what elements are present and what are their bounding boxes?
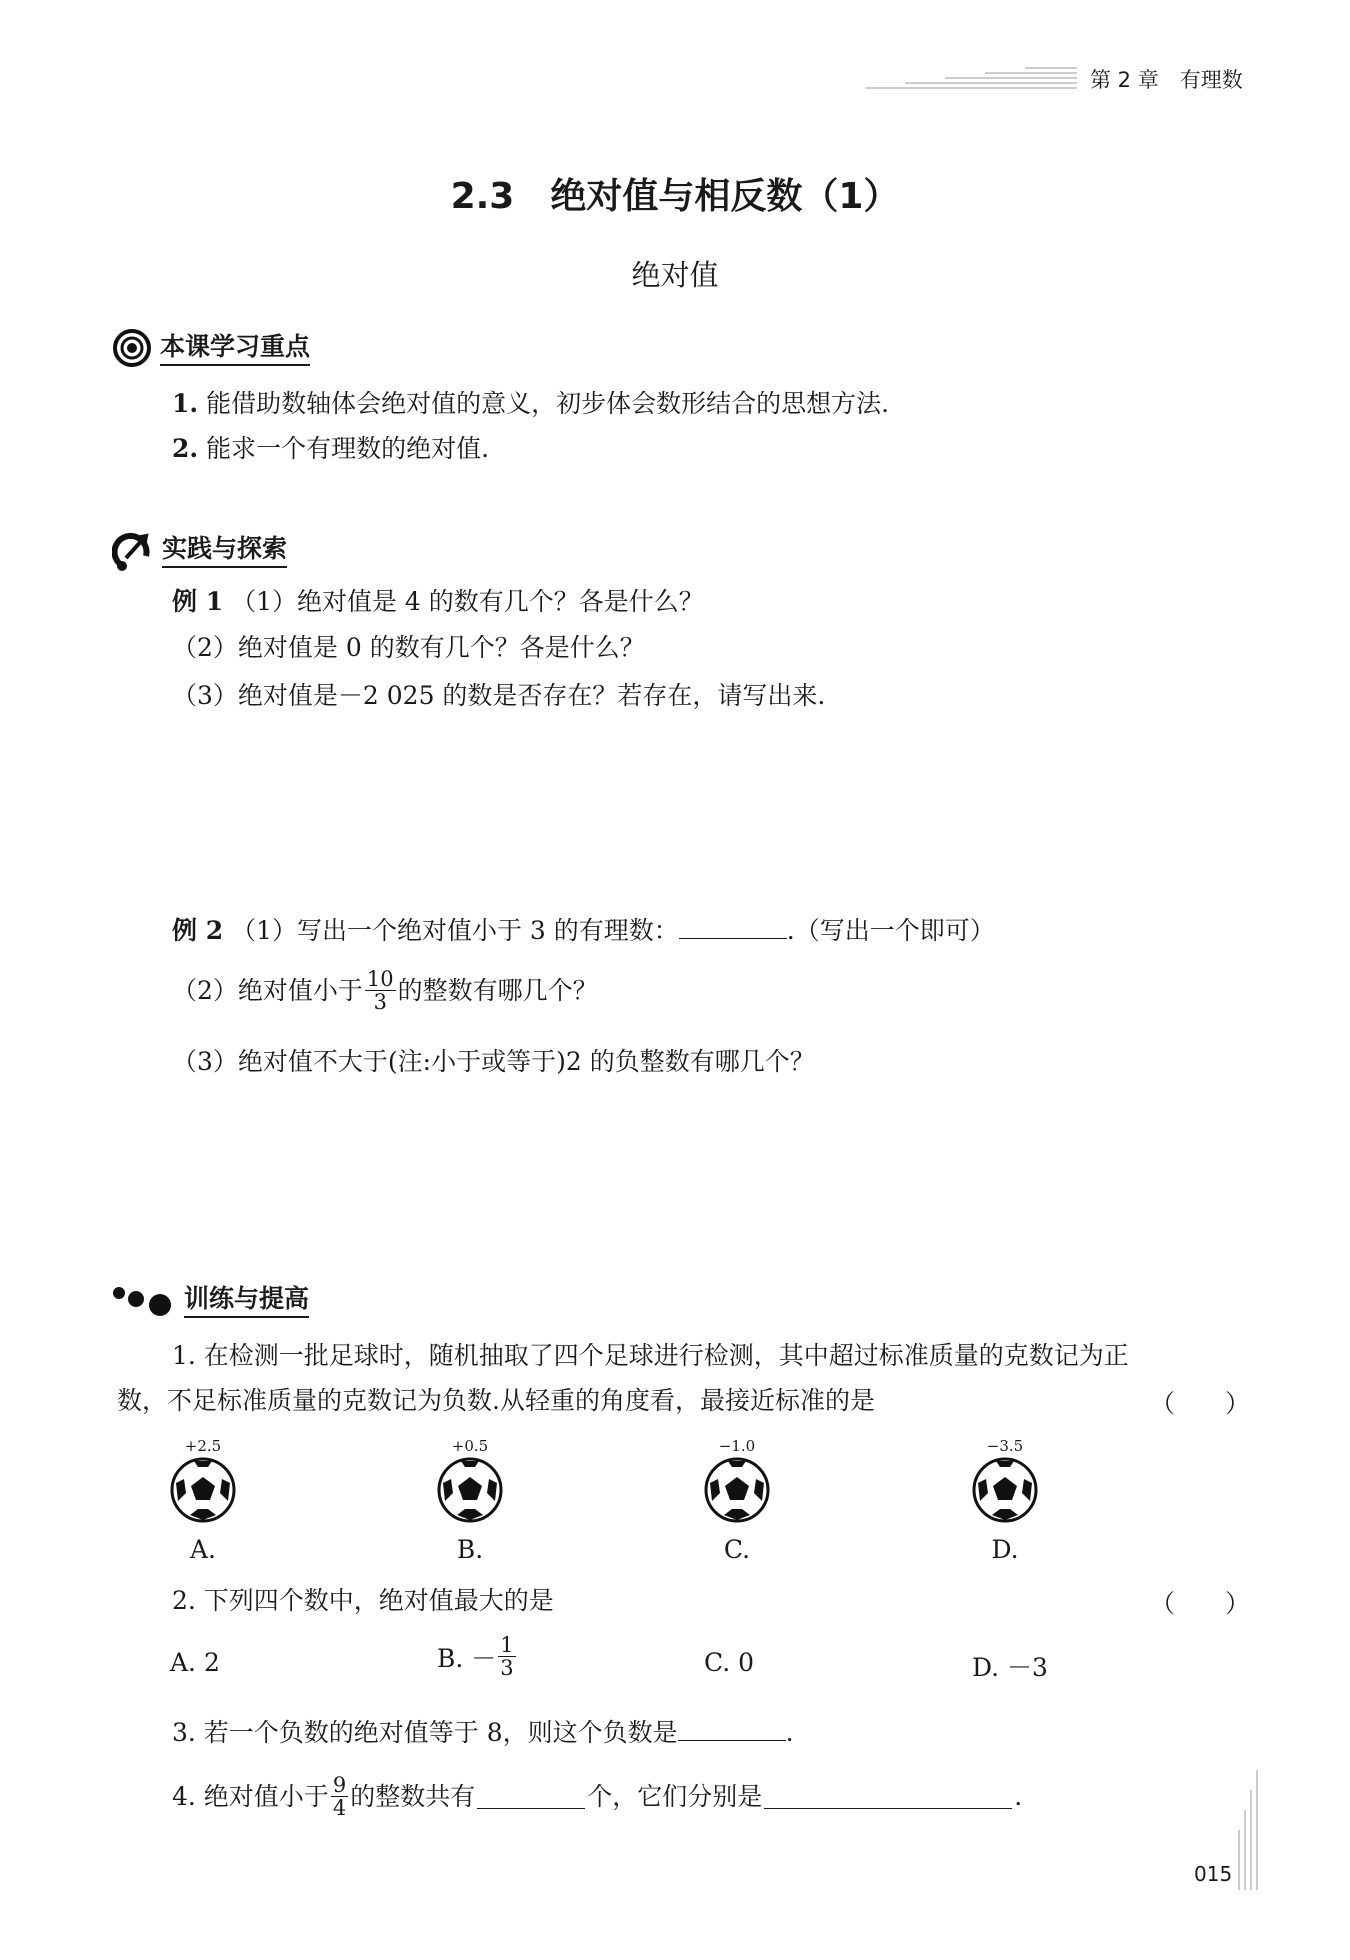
answer-blank-count[interactable] — [477, 1784, 585, 1809]
ball-value: +0.5 — [451, 1437, 489, 1455]
problem-1-line-2: 数，不足标准质量的克数记为负数.从轻重的角度看，最接近标准的是 — [117, 1386, 875, 1415]
soccer-ball-icon — [435, 1455, 505, 1525]
ball-value: −1.0 — [718, 1437, 756, 1455]
fraction-10-3 — [365, 968, 396, 1013]
example-2-q1-note: .（写出一个即可） — [786, 916, 995, 945]
target-icon — [112, 328, 152, 368]
ball-option-b[interactable] — [435, 1437, 505, 1564]
section-practice-heading — [112, 530, 287, 570]
problem-4-period: . — [1014, 1781, 1023, 1811]
example-1-label: 例 1 — [172, 587, 224, 616]
problem-4-mid-2: 个，它们分别是 — [587, 1781, 763, 1811]
problem-4-mid-1: 的整数共有 — [350, 1781, 476, 1811]
arrow-target-icon — [112, 528, 154, 572]
problem-3 — [172, 1716, 794, 1750]
header-rule-lines — [865, 66, 1077, 90]
section-training-heading — [112, 1280, 309, 1320]
soccer-ball-icon — [970, 1455, 1040, 1525]
p2-option-a[interactable]: A. 2 — [170, 1648, 220, 1677]
fraction-numerator: 9 — [332, 1773, 347, 1797]
ball-option-d[interactable] — [970, 1437, 1040, 1564]
problem-4 — [172, 1774, 1022, 1819]
example-1-q3: （3）绝对值是－2 025 的数是否存在？若存在，请写出来. — [172, 681, 826, 710]
answer-blank[interactable] — [679, 914, 787, 939]
fraction-denominator: 3 — [500, 1656, 514, 1680]
example-2-q1 — [172, 914, 995, 948]
answer-blank-values[interactable] — [764, 1784, 1012, 1809]
focus-item-1-text: 能借助数轴体会绝对值的意义，初步体会数形结合的思想方法. — [206, 389, 890, 418]
problem-3-period: . — [785, 1718, 794, 1747]
p2-option-b[interactable] — [437, 1634, 518, 1679]
ball-option-a[interactable] — [168, 1437, 238, 1564]
ball-value: +2.5 — [184, 1437, 222, 1455]
chapter-header: 第 2 章 有理数 — [1090, 68, 1243, 92]
problem-2: 2. 下列四个数中，绝对值最大的是 — [172, 1586, 554, 1615]
soccer-ball-icon — [168, 1455, 238, 1525]
example-2-q2-tail: 的整数有哪几个？ — [397, 975, 598, 1005]
p2-option-d[interactable]: D. －3 — [972, 1653, 1048, 1682]
option-label: A. — [189, 1535, 216, 1564]
section-focus-heading — [112, 328, 310, 368]
ball-value: −3.5 — [986, 1437, 1024, 1455]
focus-item-1-num: 1. — [172, 389, 199, 418]
option-b-prefix: B. － — [437, 1643, 497, 1673]
page-subtitle: 绝对值 — [631, 258, 719, 292]
soccer-ball-icon — [702, 1455, 772, 1525]
p2-option-c[interactable]: C. 0 — [704, 1648, 755, 1677]
section-training-label: 训练与提高 — [184, 1283, 309, 1318]
option-label: B. — [456, 1535, 484, 1564]
option-label: C. — [723, 1535, 751, 1564]
example-2-q3: （3）绝对值不大于(注:小于或等于)2 的负整数有哪几个？ — [172, 1047, 815, 1076]
answer-bracket[interactable]: （ ） — [1150, 1589, 1251, 1618]
example-2-label: 例 2 — [172, 916, 224, 945]
page-title: 2.3 绝对值与相反数（1） — [450, 176, 900, 217]
section-focus-label: 本课学习重点 — [160, 331, 310, 366]
ball-option-c[interactable] — [702, 1437, 772, 1564]
option-label: D. — [991, 1535, 1019, 1564]
fraction-9-4 — [331, 1774, 348, 1819]
answer-blank[interactable] — [678, 1716, 786, 1741]
page-edge-lines — [1235, 1770, 1265, 1890]
example-1-q1-text: （1）绝对值是 4 的数有几个？各是什么？ — [231, 587, 704, 616]
example-2-q2 — [172, 968, 598, 1013]
focus-item-1 — [172, 387, 889, 421]
fraction-denominator: 3 — [373, 990, 387, 1014]
focus-item-2-num: 2. — [172, 434, 199, 463]
fraction-numerator: 10 — [366, 967, 394, 991]
problem-1-line-1: 1. 在检测一批足球时，随机抽取了四个足球进行检测，其中超过标准质量的克数记为正 — [172, 1341, 1129, 1370]
fraction-1-3 — [498, 1634, 515, 1679]
example-2-q2-text: （2）绝对值小于 — [172, 975, 363, 1005]
example-1-q2: （2）绝对值是 0 的数有几个？各是什么？ — [172, 633, 645, 662]
dots-icon — [112, 1283, 176, 1317]
answer-bracket[interactable]: （ ） — [1150, 1389, 1251, 1418]
example-1-q1 — [172, 585, 704, 619]
problem-3-text: 3. 若一个负数的绝对值等于 8，则这个负数是 — [172, 1718, 678, 1747]
focus-item-2-text: 能求一个有理数的绝对值. — [206, 434, 490, 463]
page-number: 015 — [1194, 1862, 1233, 1886]
section-practice-label: 实践与探索 — [162, 533, 287, 568]
focus-item-2 — [172, 432, 489, 466]
fraction-numerator: 1 — [500, 1633, 514, 1657]
example-2-q1-text: （1）写出一个绝对值小于 3 的有理数： — [231, 916, 679, 945]
fraction-denominator: 4 — [332, 1796, 347, 1820]
problem-4-text: 4. 绝对值小于 — [172, 1781, 329, 1811]
